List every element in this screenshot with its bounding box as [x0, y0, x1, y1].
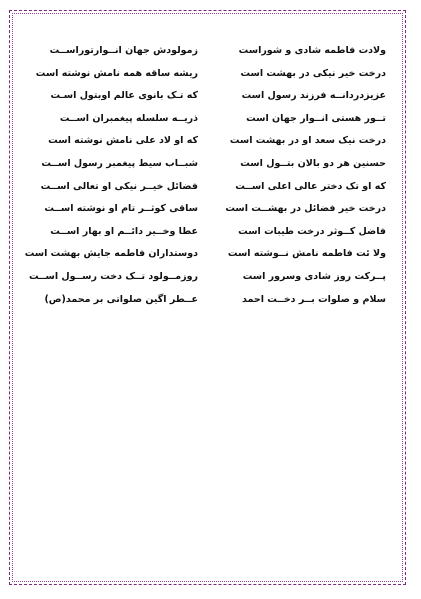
poem-line: که او تک دختر عالی اعلی اســت	[235, 180, 386, 192]
poem-line: عطا وخــیر دائــم او بهار اســت	[50, 225, 198, 237]
poem-line: دوستداران فاطمه جایش بهشت است	[24, 248, 198, 260]
poem-line: شبــاب سیط پیغمبر رسول اســت	[41, 157, 198, 169]
poem-right-column	[226, 44, 386, 315]
poem-line: پــرکت روز شادی وسرور است	[242, 270, 386, 282]
poem-line: ساقی کوثــر تام او نوشته اســت	[44, 203, 198, 215]
poem-line: عــطر اگین صلواتی بر محمد(ص)	[44, 293, 198, 305]
poem-line: ولادت فاطمه شادی و شوراست	[238, 45, 386, 56]
poem-line: زمولودش جهان انــوارتوراســت	[49, 45, 198, 56]
poem-line: فضائل خیــر نیکی او تعالی اســت	[40, 180, 198, 192]
poem-line: سلام و صلوات بــر دخــت احمد	[242, 293, 386, 305]
poem-line: ذریــه سلسله پیغمبران اســت	[59, 112, 198, 124]
poem-line: که او لاد علی نامش نوشته است	[48, 135, 198, 147]
poem-left-column	[24, 44, 198, 315]
poem-line: ریشه ساقه همه نامش نوشته است	[35, 67, 198, 79]
poem-line: ولا ئت فاطمه نامش نــوشته است	[227, 248, 386, 260]
poem-line: روزمــولود تــک دخت رســول اســت	[28, 270, 198, 282]
poem-line: فاضل کــوثر درخت طیبات است	[238, 225, 386, 237]
poem-line: که تـک بانوی عالم اوبتول اسـت	[50, 90, 198, 102]
poem-line: درخت خیر نیکی در بهشت است	[240, 67, 386, 79]
poem-line: عزیزدردانــه فرزند رسول است	[241, 90, 386, 102]
poem-line: درخت نیک سعد او در بهشت است	[229, 135, 386, 147]
poem-line: حسنین هر دو بالان بتــول است	[240, 157, 386, 169]
poem-line: تــور هستی انــوار جهان است	[246, 112, 386, 124]
poem-line: درخت خیر فضائل در بهشــت است	[225, 203, 386, 215]
